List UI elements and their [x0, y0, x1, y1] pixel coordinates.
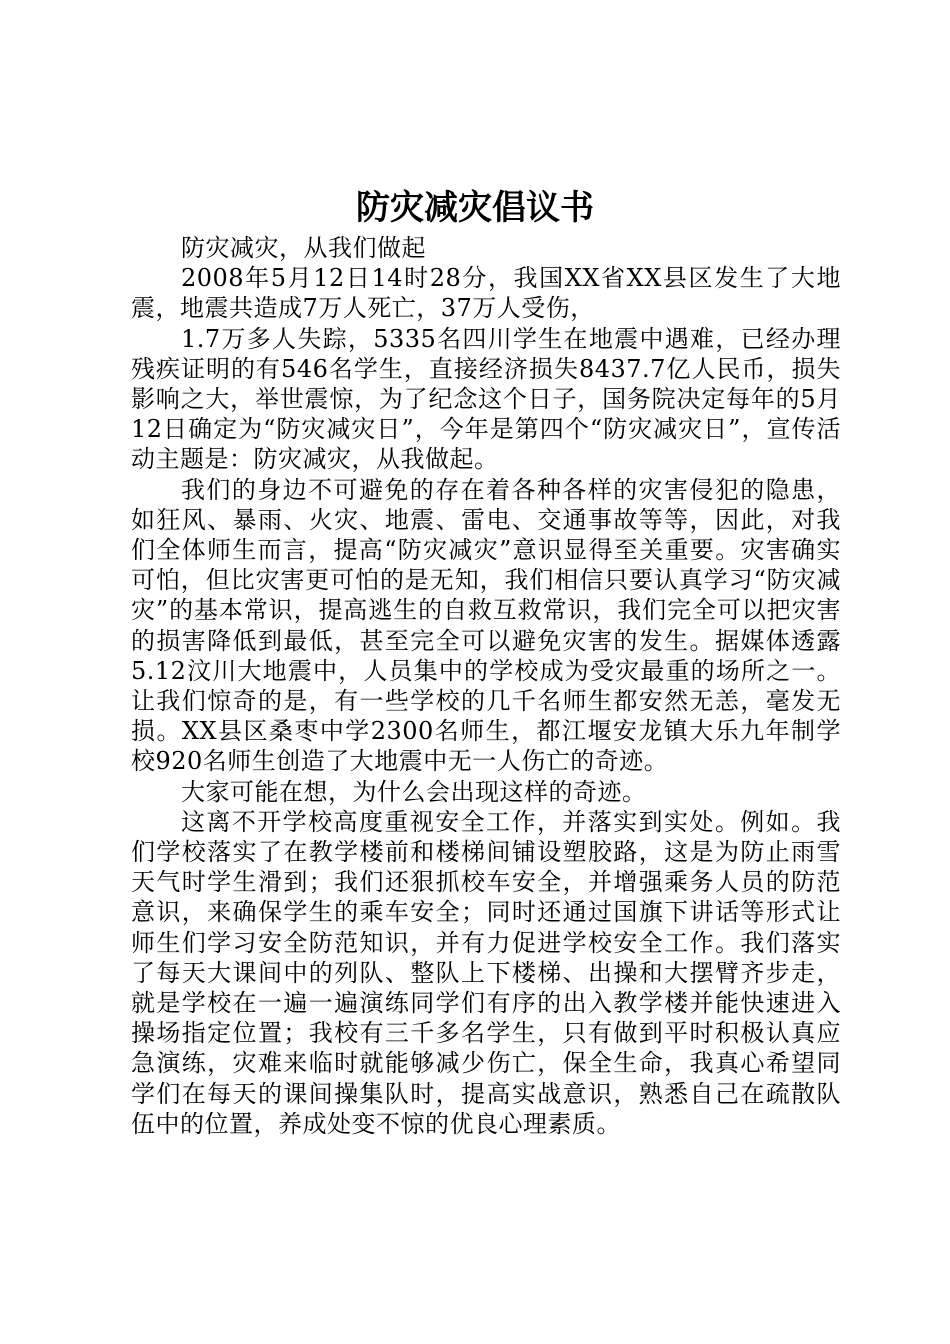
- paragraph-school-safety: 这离不开学校高度重视安全工作，并落实到实处。例如。我们学校落实了在教学楼前和楼梯间铺设塑胶路，这是为防止雨雪天气时学生滑到；我们还狠抓校车安全，并增强乘务人员的防范意识，来确保学生的乘车安全；同时还通过国旗下讲话等形式让师生们学习安全防范知识，并有力促进学校安全工作。我们落实了每天大课间中的列队、整队上下楼梯、出操和大摆臂齐步走，就是学校在一遍一遍演练同学们有序的出入教学楼并能快速进入操场指定位置；我校有三千多名学生，只有做到平时积极认真应急演练，灾难来临时就能够减少伤亡，保全生命，我真心希望同学们在每天的课间操集队时，提高实战意识，熟悉自己在疏散队伍中的位置，养成处变不惊的优良心理素质。: [131, 807, 841, 1138]
- document-body: [131, 233, 841, 1139]
- paragraph-earthquake-date: 2008年5月12日14时28分，我国XX省XX县区发生了大地震，地震共造成7万人死亡，37万人受伤，: [131, 264, 841, 323]
- paragraph-subtitle: 防灾减灾，从我们做起: [181, 234, 426, 262]
- paragraph-question: 大家可能在想，为什么会出现这样的奇迹。: [181, 777, 647, 806]
- paragraph-casualties: 1.7万多人失踪，5335名四川学生在地震中遇难，已经办理残疾证明的有546名学生，直接经济损失8437.7亿人民币，损失影响之大，举世震惊，为了纪念这个日子，国务院决定每年的5月12日确定为“防灾减灾日”，今年是第四个“防灾减灾日”，宣传活动主题是：防灾减灾，从我做起。: [131, 324, 841, 474]
- paragraph-awareness: 我们的身边不可避免的存在着各种各样的灾害侵犯的隐患，如狂风、暴雨、火灾、地震、雷电、交通事故等等，因此，对我们全体师生而言，提高“防灾减灾”意识显得至关重要。灾害确实可怕，但比灾害更可怕的是无知，我们相信只要认真学习“防灾减灾”的基本常识，提高逃生的自救互救常识，我们完全可以把灾害的损害降低到最低，甚至完全可以避免灾害的发生。据媒体透露5.12汶川大地震中，人员集中的学校成为受灾最重的场所之一。让我们惊奇的是，有一些学校的几千名师生都安然无恙，毫发无损。XX县区桑枣中学2300名师生，都江堰安龙镇大乐九年制学校920名师生创造了大地震中无一人伤亡的奇迹。: [131, 475, 841, 776]
- document-title: 防灾减灾倡议书: [356, 188, 594, 228]
